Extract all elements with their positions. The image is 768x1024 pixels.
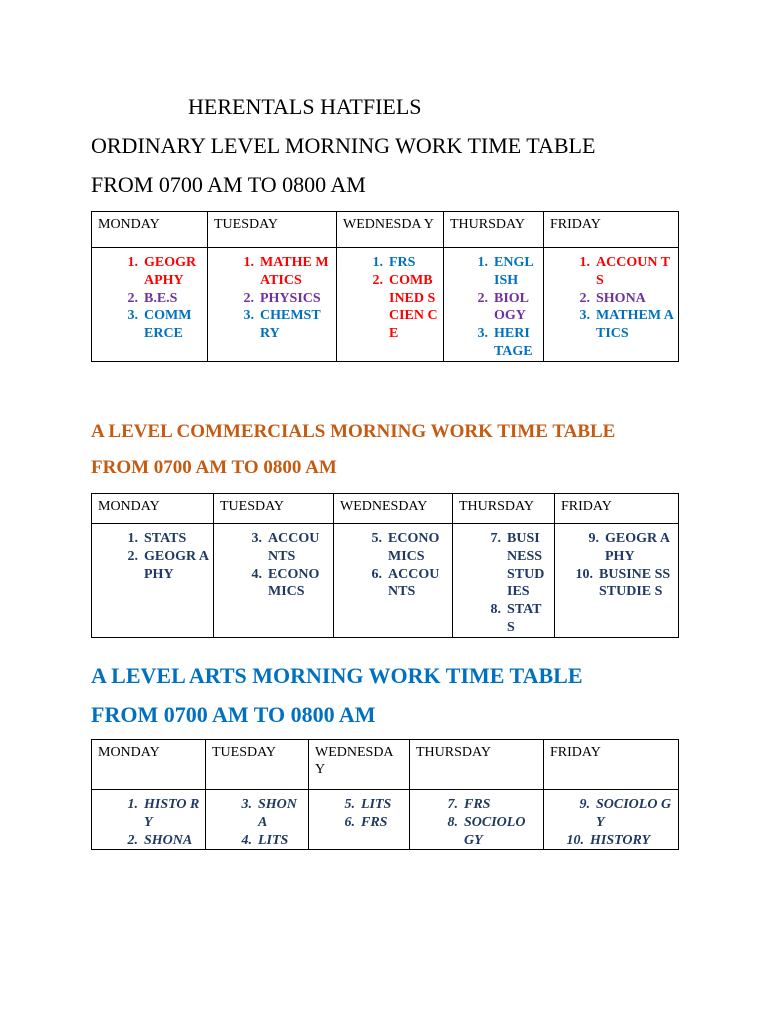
subject-item [462,325,539,361]
subject-number: 10. [566,832,584,848]
subject-number: 1. [579,255,590,270]
day-subjects [334,524,453,638]
subject-item [112,290,203,308]
subject-number: 8. [490,602,501,618]
day-subjects [544,790,679,850]
subject-name: ACCOUN TS [596,255,671,288]
arts-time: FROM 0700 AM TO 0800 AM [91,702,376,727]
day-header: MONDAY [92,740,206,790]
subject-number: 1. [127,531,138,546]
day-subjects [206,790,309,850]
subject-number: 2. [127,548,138,564]
subject-number: 2. [477,290,488,306]
day-header: TUESDAY [208,212,337,248]
commercials-timetable [91,493,679,638]
subject-number: 3. [251,531,262,546]
subject-item [564,254,674,290]
day-subjects [92,790,206,850]
subject-name: STAT S [507,602,542,635]
subject-name: LITS [258,832,289,848]
subject-item [112,307,203,343]
subject-number: 3. [579,308,590,324]
subject-number: 5. [371,531,382,546]
day-header: FRIDAY [544,212,679,248]
subject-item [356,566,448,602]
subject-item [432,796,539,814]
subject-name: FRS [389,255,416,270]
subject-name: ACCOU NTS [268,531,320,564]
commercials-time: FROM 0700 AM TO 0800 AM [91,457,337,478]
subject-number: 3. [243,308,254,324]
subject-item [228,307,332,343]
subject-item [112,832,201,850]
subject-number: 9. [588,531,599,546]
subject-number: 3. [241,797,252,812]
subject-number: 2. [243,290,254,306]
day-subjects [453,524,555,638]
subject-item [462,290,539,326]
day-subjects [92,248,208,362]
olevel-time: FROM 0700 AM TO 0800 AM [91,172,366,197]
subject-name: SHONA [596,290,646,306]
subject-number: 6. [371,566,382,582]
day-subjects [410,790,544,850]
subject-name: SOCIOLO GY [596,797,672,830]
subject-item [112,796,201,832]
subject-item [112,548,209,584]
subject-number: 5. [344,797,355,812]
subject-item [236,530,329,566]
subject-name: BUSINE SS STUDIE S [599,566,671,600]
subject-name: BUSI NESS STUD IES [507,531,545,600]
subject-number: 1. [372,255,383,270]
day-subjects [208,248,337,362]
day-header: MONDAY [92,494,214,524]
subject-item [564,307,674,343]
subject-item [564,796,674,832]
subject-number: 7. [447,797,458,812]
day-subjects [309,790,410,850]
subject-name: MATHEM ATICS [596,308,674,342]
subject-number: 2. [579,290,590,306]
subject-item [475,601,550,637]
subject-name: SHONA [144,832,193,848]
subject-number: 1. [127,797,138,812]
subject-name: HISTO RY [144,797,200,830]
subject-number: 4. [251,566,262,582]
day-subjects [444,248,544,362]
subject-item [564,290,674,308]
subject-item [357,272,439,343]
subject-number: 1. [477,255,488,270]
subject-name: SOCIOLO GY [464,814,526,848]
subject-name: ENGL ISH [494,255,533,288]
subject-item [462,254,539,290]
day-header: FRIDAY [555,494,679,524]
subject-number: 4. [241,832,252,848]
subject-number: 3. [127,308,138,324]
olevel-timetable [91,211,679,362]
day-subjects [555,524,679,638]
subject-name: HERI TAGE [494,326,533,359]
subject-number: 8. [447,814,458,830]
subject-number: 9. [579,797,590,812]
day-subjects [337,248,444,362]
subject-item [228,290,332,308]
school-title: HERENTALS HATFIELS [188,94,422,119]
day-header: THURSDAY [410,740,544,790]
subject-number: 6. [344,814,355,830]
subject-item [573,566,674,602]
day-header: TUESDAY [214,494,334,524]
subject-item [329,796,405,814]
subject-name: HISTORY [590,832,651,848]
day-header: FRIDAY [544,740,679,790]
subject-item [475,530,550,601]
subject-number: 3. [477,326,488,342]
day-header: THURSDAY [453,494,555,524]
subject-item [564,832,674,850]
subject-item [357,254,439,272]
subject-name: FRS [464,797,491,812]
subject-name: PHYSICS [260,290,321,306]
subject-name: ECONO MICS [268,566,320,600]
arts-timetable [91,739,679,850]
day-header: WEDNESDAY [334,494,453,524]
day-header: WEDNESDA Y [337,212,444,248]
subject-name: ECONO MICS [388,531,440,564]
subject-name: STATS [144,531,187,546]
subject-name: ACCOU NTS [388,566,440,600]
commercials-title: A LEVEL COMMERCIALS MORNING WORK TIME TABLE [91,421,616,442]
subject-name: GEOGR APHY [605,531,670,564]
subject-item [573,530,674,566]
subject-item [356,530,448,566]
subject-name: SHON A [258,797,297,830]
subject-number: 2. [127,832,138,848]
subject-item [112,530,209,548]
subject-item [112,254,203,290]
olevel-title: ORDINARY LEVEL MORNING WORK TIME TABLE [91,133,596,158]
day-subjects [214,524,334,638]
subject-name: MATHE MATICS [260,255,329,288]
subject-name: CHEMST RY [260,308,321,342]
subject-name: LITS [361,797,392,812]
subject-item [329,814,405,832]
subject-number: 10. [575,566,593,582]
subject-number: 2. [127,290,138,306]
day-header: MONDAY [92,212,208,248]
subject-name: B.E.S [144,290,178,306]
subject-item [432,814,539,850]
arts-title: A LEVEL ARTS MORNING WORK TIME TABLE [91,663,583,688]
day-subjects [92,524,214,638]
subject-number: 2. [372,272,383,288]
day-header: TUESDAY [206,740,309,790]
subject-number: 7. [490,531,501,546]
subject-name: COMB INED SCIEN CE [389,272,438,342]
subject-item [228,254,332,290]
day-subjects [544,248,679,362]
subject-number: 1. [127,255,138,270]
subject-item [236,566,329,602]
subject-name: COMM ERCE [144,308,192,342]
subject-name: BIOL OGY [494,290,529,324]
subject-name: GEOGR APHY [144,548,209,582]
subject-item [226,796,304,832]
subject-number: 1. [243,255,254,270]
subject-item [226,832,304,850]
subject-name: FRS [361,814,388,830]
day-header: WEDNESDA Y [309,740,410,790]
day-header: THURSDAY [444,212,544,248]
subject-name: GEOGR APHY [144,255,197,288]
